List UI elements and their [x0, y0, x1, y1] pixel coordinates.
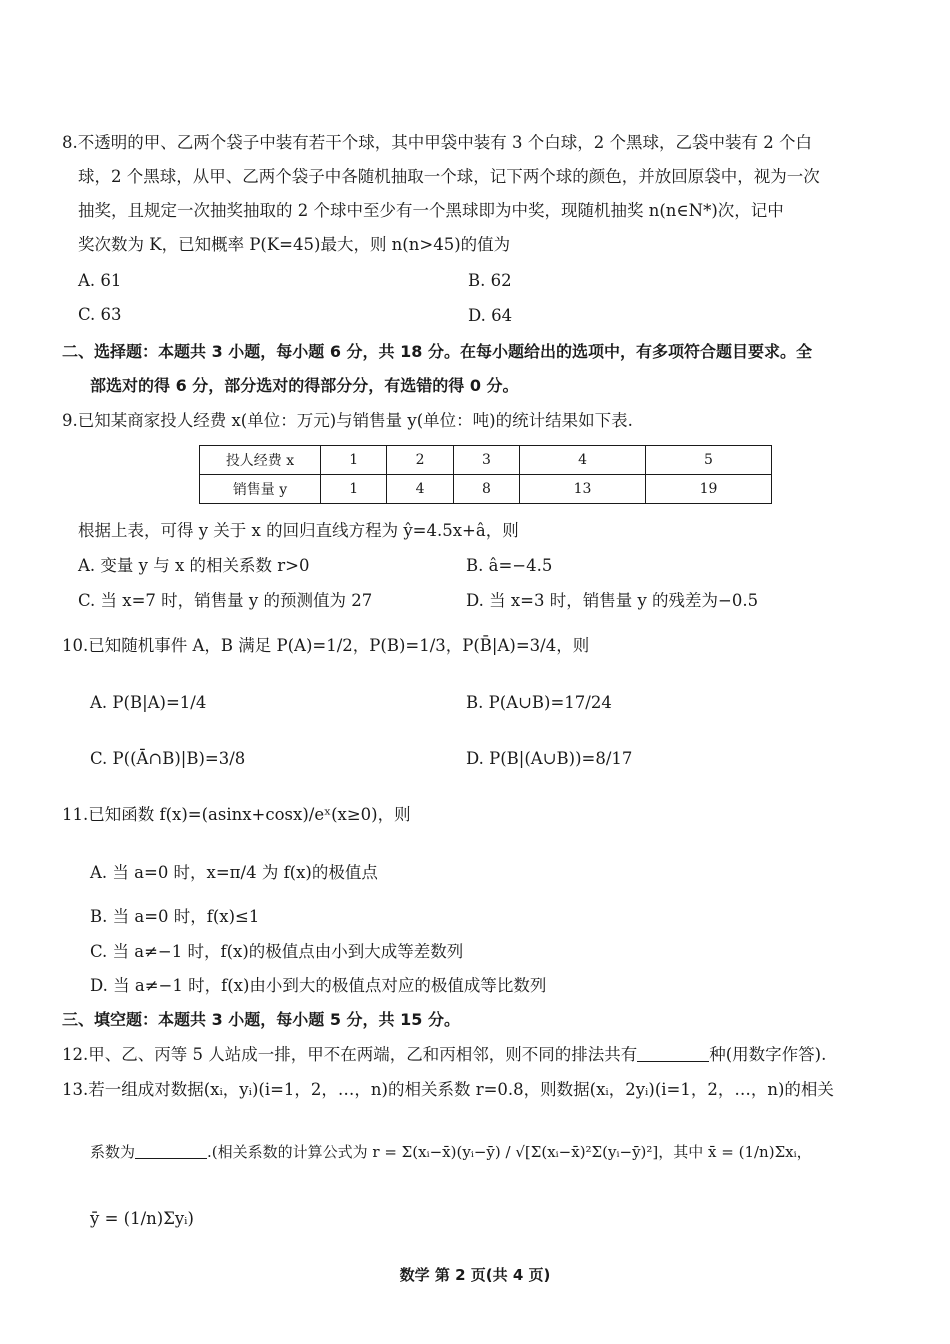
q11-option-c: C. 当 a≠−1 时，f(x)的极值点由小到大成等差数列 [90, 942, 464, 961]
table-cell-header: 投人经费 x [200, 446, 321, 475]
q11-stem: 11.已知函数 f(x)=(asinx+cosx)/eˣ(x≥0)，则 [62, 805, 411, 824]
q8-stem-line-4: 奖次数为 K，已知概率 P(K=45)最大，则 n(n>45)的值为 [78, 235, 511, 254]
table-cell-header: 销售量 y [200, 475, 321, 504]
q12-text-after: 种(用数字作答). [709, 1045, 827, 1064]
q13-stem-line-1: 13.若一组成对数据(xᵢ，yᵢ)(i=1，2，…，n)的相关系数 r=0.8，则数据(xᵢ，2yᵢ)(i=1，2，…，n)的相关 [62, 1080, 834, 1099]
section-3-heading: 三、填空题：本题共 3 小题，每小题 5 分，共 15 分。 [62, 1010, 460, 1029]
table-cell: 3 [453, 446, 519, 475]
q9-option-b: B. â=−4.5 [466, 556, 553, 575]
q12-answer-blank[interactable] [637, 1045, 709, 1062]
q8-stem-line-3: 抽奖，且规定一次抽奖抽取的 2 个球中至少有一个黑球即为中奖，现随机抽奖 n(n∈N*)次，记中 [78, 201, 784, 220]
q11-option-b: B. 当 a=0 时，f(x)≤1 [90, 907, 260, 926]
q10-option-c: C. P((Ā∩B)|B)=3/8 [90, 749, 246, 768]
q12-text-before: 12.甲、乙、丙等 5 人站成一排，甲不在两端，乙和丙相邻，则不同的排法共有 [62, 1045, 638, 1064]
q13-stem-line-2 [90, 1140, 812, 1164]
table-cell: 1 [321, 475, 387, 504]
q13-formula-text: .(相关系数的计算公式为 r = Σ(xᵢ−x̄)(yᵢ−ȳ) / √[Σ(xᵢ−x̄)²Σ(yᵢ−ȳ)²]，其中 x̄ = (1/n)Σxᵢ， [207, 1143, 812, 1161]
table-cell: 2 [387, 446, 453, 475]
q12-stem [62, 1043, 826, 1067]
q8-stem-line-2: 球，2 个黑球，从甲、乙两个袋子中各随机抽取一个球，记下两个球的颜色，并放回原袋中，视为一次 [78, 167, 820, 186]
q10-stem: 10.已知随机事件 A，B 满足 P(A)=1/2，P(B)=1/3，P(B̄|A)=3/4，则 [62, 636, 590, 655]
q9-regression-text: 根据上表，可得 y 关于 x 的回归直线方程为 ŷ=4.5x+â，则 [78, 521, 519, 540]
q8-option-c: C. 63 [78, 305, 122, 324]
section-2-heading-line-2: 部选对的得 6 分，部分选对的得部分分，有选错的得 0 分。 [90, 376, 519, 395]
q13-answer-blank[interactable] [135, 1142, 207, 1159]
table-cell: 13 [520, 475, 646, 504]
q8-option-d: D. 64 [468, 306, 513, 325]
table-cell: 5 [646, 446, 772, 475]
q8-stem-line-1: 8.不透明的甲、乙两个袋子中装有若干个球，其中甲袋中装有 3 个白球，2 个黑球，乙袋中装有 2 个白 [62, 133, 812, 152]
q9-data-table [199, 445, 772, 504]
page-footer: 数学 第 2 页(共 4 页) [399, 1266, 551, 1284]
table-cell: 4 [387, 475, 453, 504]
section-2-heading: 二、选择题：本题共 3 小题，每小题 6 分，共 18 分。在每小题给出的选项中，有多项符合题目要求。全 [62, 342, 812, 361]
q9-option-a: A. 变量 y 与 x 的相关系数 r>0 [78, 556, 310, 575]
q11-option-d: D. 当 a≠−1 时，f(x)由小到大的极值点对应的极值成等比数列 [90, 976, 547, 995]
table-cell: 4 [520, 446, 646, 475]
q9-stem: 9.已知某商家投人经费 x(单位：万元)与销售量 y(单位：吨)的统计结果如下表. [62, 411, 633, 430]
q10-option-b: B. P(A∪B)=17/24 [466, 693, 612, 712]
q10-option-d: D. P(B|(A∪B))=8/17 [466, 749, 633, 768]
table-cell: 19 [646, 475, 772, 504]
q8-option-a: A. 61 [78, 271, 122, 290]
q8-option-b: B. 62 [468, 271, 512, 290]
table-cell: 1 [321, 446, 387, 475]
table-row [200, 446, 772, 475]
table-row [200, 475, 772, 504]
q9-option-c: C. 当 x=7 时，销售量 y 的预测值为 27 [78, 591, 373, 610]
table-cell: 8 [453, 475, 519, 504]
q10-option-a: A. P(B|A)=1/4 [90, 693, 207, 712]
q9-option-d: D. 当 x=3 时，销售量 y 的残差为−0.5 [466, 591, 759, 610]
q11-option-a: A. 当 a=0 时，x=π/4 为 f(x)的极值点 [90, 863, 378, 882]
q13-stem-line-3: ȳ = (1/n)Σyᵢ) [90, 1209, 194, 1228]
q13-text-before: 系数为 [90, 1143, 136, 1161]
